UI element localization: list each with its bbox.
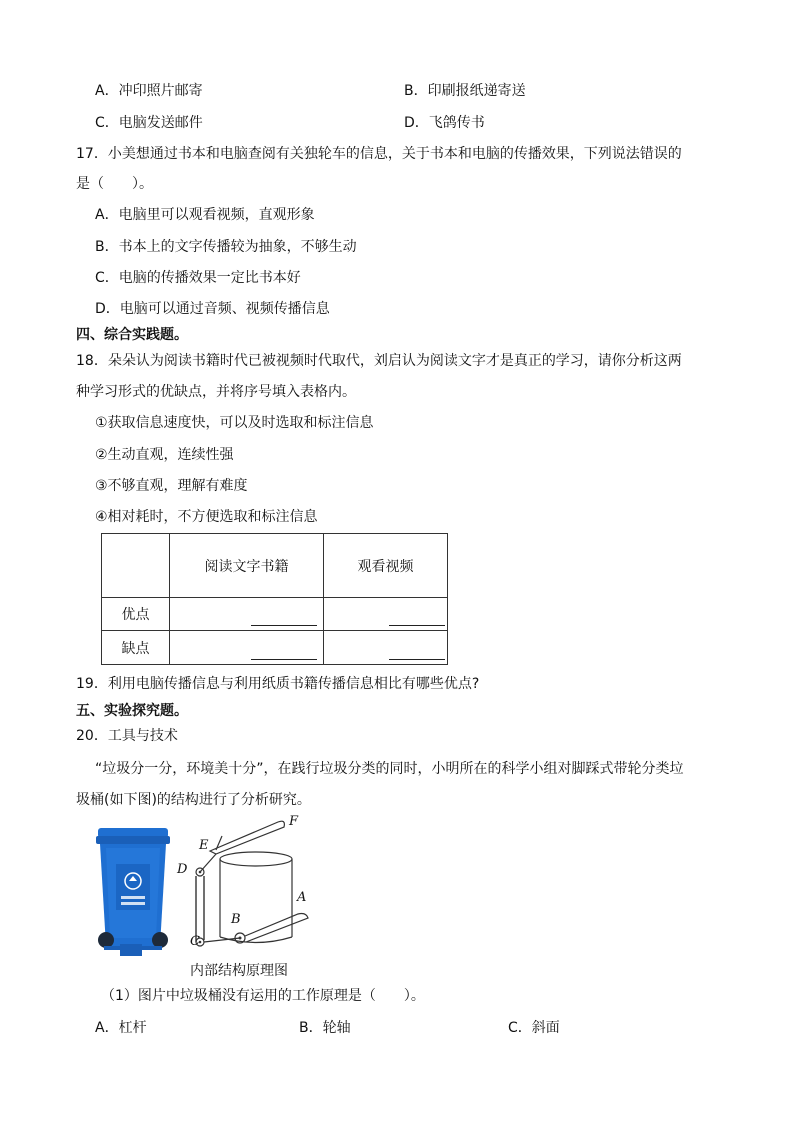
bin-structure-diagram [186,814,316,964]
answer-blank-video-advantage[interactable] [324,598,448,631]
q17-option-d[interactable]: D．电脑可以通过音频、视频传播信息 [95,301,330,317]
q18-item-3: ③不够直观，理解有难度 [95,478,248,494]
section5-title: 五、实验探究题。 [76,703,188,719]
trash-bin-image [94,826,172,968]
q18-item-4: ④相对耗时，不方便选取和标注信息 [95,509,318,525]
table-header-video: 观看视频 [324,534,448,598]
q20-option-b[interactable]: B．轮轴 [299,1020,351,1036]
answer-blank-books-advantage[interactable] [170,598,324,631]
q18-stem-line2: 种学习形式的优缺点，并将序号填入表格内。 [76,384,356,400]
q18-answer-table [101,533,448,665]
diagram-label-e: E [199,838,209,853]
q16-option-a[interactable]: A．冲印照片邮寄 [95,83,203,99]
q16-option-c[interactable]: C．电脑发送邮件 [95,115,203,131]
q16-option-b[interactable]: B．印刷报纸递寄送 [404,83,526,99]
q20-subquestion-1: （1）图片中垃圾桶没有运用的工作原理是（ ）。 [101,988,425,1004]
table-row-disadvantages: 缺点 [102,631,170,665]
q20-title: 20．工具与技术 [76,728,178,744]
q20-paragraph-line2: 圾桶(如下图)的结构进行了分析研究。 [76,792,311,808]
section4-title: 四、综合实践题。 [76,327,188,343]
q18-stem-line1: 18．朵朵认为阅读书籍时代已被视频时代取代，刘启认为阅读文字才是真正的学习，请你分析这两 [76,353,682,369]
q17-option-a[interactable]: A．电脑里可以观看视频，直观形象 [95,207,315,223]
diagram-label-c: C [190,934,200,949]
diagram-label-b: B [231,912,241,927]
q16-option-d[interactable]: D．飞鸽传书 [404,115,485,131]
table-row-advantages: 优点 [102,598,170,631]
q20-paragraph-line1: “垃圾分一分，环境美十分”，在践行垃圾分类的同时，小明所在的科学小组对脚踩式带轮分类垃 [95,761,684,777]
diagram-caption: 内部结构原理图 [190,963,288,979]
answer-blank-video-disadvantage[interactable] [324,631,448,665]
q19-text: 19．利用电脑传播信息与利用纸质书籍传播信息相比有哪些优点? [76,676,480,692]
q17-option-c[interactable]: C．电脑的传播效果一定比书本好 [95,270,301,286]
q20-option-c[interactable]: C．斜面 [508,1020,560,1036]
q17-stem-line2: 是（ ）。 [76,176,153,192]
diagram-label-d: D [177,862,188,877]
q17-option-b[interactable]: B．书本上的文字传播较为抽象，不够生动 [95,239,357,255]
q17-stem-line1: 17．小美想通过书本和电脑查阅有关独轮车的信息，关于书本和电脑的传播效果，下列说法错误的 [76,146,682,162]
diagram-label-a: A [297,890,307,905]
table-header-books: 阅读文字书籍 [170,534,324,598]
diagram-label-f: F [289,814,299,829]
table-corner-cell [102,534,170,598]
q18-item-1: ①获取信息速度快，可以及时选取和标注信息 [95,415,374,431]
q20-option-a[interactable]: A．杠杆 [95,1020,147,1036]
q18-item-2: ②生动直观，连续性强 [95,447,234,463]
answer-blank-books-disadvantage[interactable] [170,631,324,665]
